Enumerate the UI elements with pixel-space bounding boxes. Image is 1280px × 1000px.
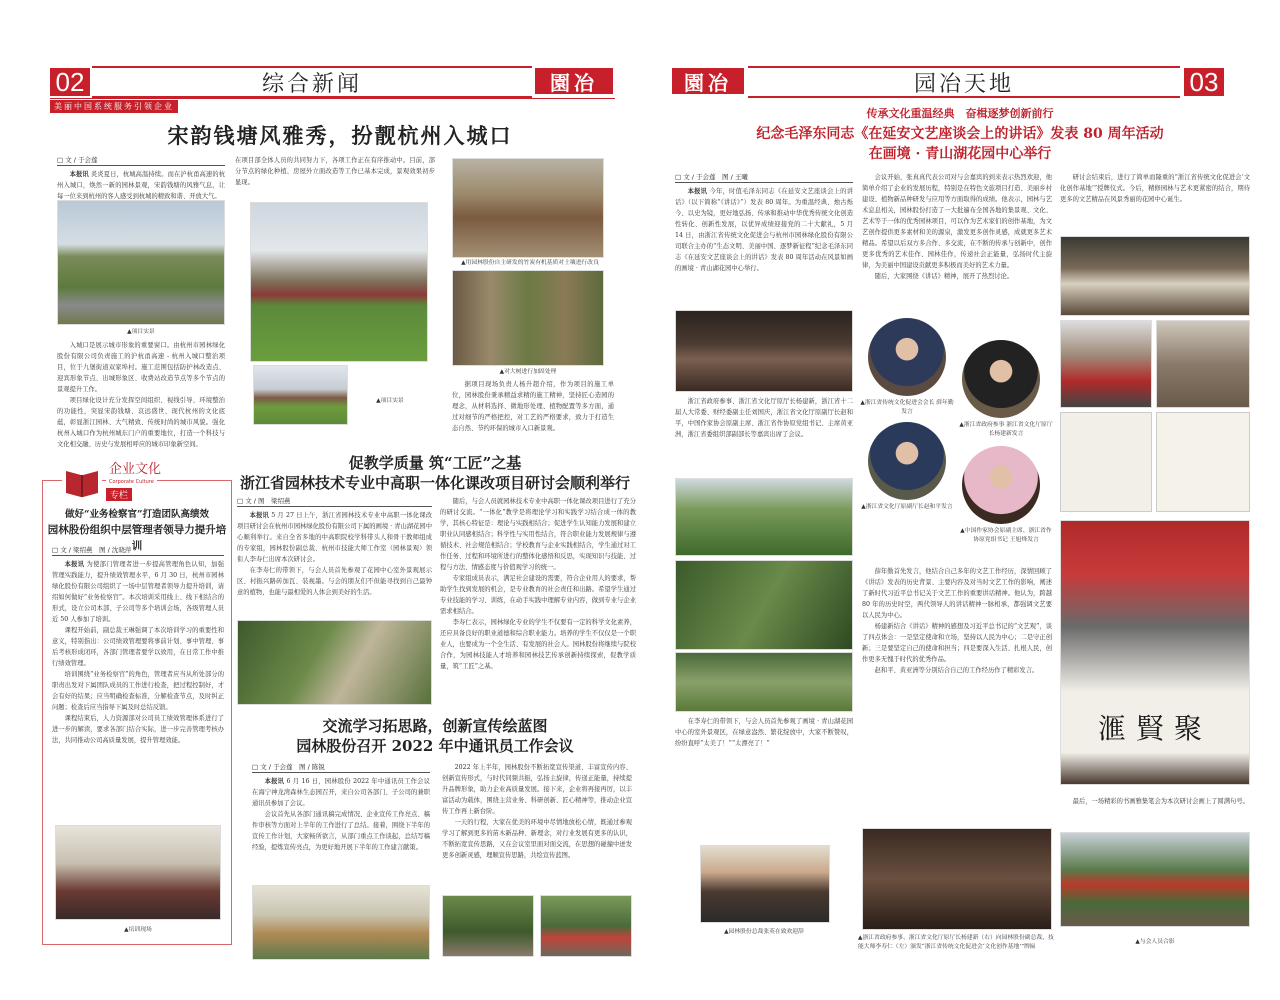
paragraph: 2022 年上半年，园林股份不断拓宽宣传渠道、丰富宣传内容、创新宣传形式，与时代同频共振，弘扬主旋律，传递正能量，持续提升品牌形象，助力企业高质量发展。接下来，企业将再接再厉，以丰富活动为载体，围绕主营业务、科研创新、匠心精神等，推动企业宣传工作再上新台阶。 xyxy=(442,764,632,815)
byline: □ 文 / 图 梁绍燕 xyxy=(237,496,432,507)
article2-headline xyxy=(235,453,635,493)
lead-label: 本报讯 xyxy=(249,512,270,519)
photo-caption: ▲园林股份总裁张英在致欢迎辞 xyxy=(724,929,804,935)
column-label: 企业文化 xyxy=(106,462,164,478)
photo-caption: ▲项目实景 xyxy=(127,329,155,335)
article1-col1 xyxy=(57,155,225,202)
workers-photo xyxy=(452,158,604,258)
calligraphy-scroll-photo xyxy=(1156,412,1250,512)
calligraphy-text: 滙賢聚 xyxy=(1097,712,1212,745)
column-badge: 专栏 xyxy=(106,488,132,501)
lead-label: 本报讯 xyxy=(64,561,85,568)
paragraph: 薛年勤首先发言，他结合自己多年的文艺工作经历，深情回顾了《讲话》发表的历史背景、主要内容及对当时文艺工作的影响，阐述了新时代习近平总书记关于文艺工作的重要讲话精神。他认为，跨越 80 年的历史时空，两代领导人的讲话精神一脉相承，都强调文艺要以人民为中心。 xyxy=(862,568,1052,619)
speaker-photo xyxy=(962,340,1040,418)
meeting-photo xyxy=(252,885,430,960)
paragraph: 炎炎夏日，杭城高温持续。而在沪杭甬高速的杭州入城口，焕然一新的园林景观，宋韵钱塘的风雅气息，让每一位来到杭州的客人感受到杭城的精致和谐、开放大气。 xyxy=(57,171,226,200)
group-photo xyxy=(540,895,632,957)
photo-caption: ▲对大树进行加固处理 xyxy=(499,369,557,375)
paragraph: 随后，大家围绕《讲话》精神，展开了热烈讨论。 xyxy=(874,273,1014,280)
page-number: 02 xyxy=(50,68,90,96)
paragraph: 赵和平、黄亚洲等分别结合自己的工作经历作了精彩发言。 xyxy=(874,667,1039,674)
calligraphy-photo xyxy=(1060,320,1152,408)
kicker: 传承文化重温经典 奋楫逐梦创新前行 xyxy=(866,107,1054,120)
paragraph: 会议首先从各部门通讯稿完成情况、企业宣传工作亮点、稿件审核等方面对上半年的工作进行了总结。接着，围绕下半年的宣传工作计划，大家畅所欲言，从部门重点工作谈起，总结写稿经验，提炼宣传亮点，为更好地开展下半年的工作建言献策。 xyxy=(252,811,430,851)
photo-caption: ▲浙江省传统文化促进会会长 薛年勤发言 xyxy=(860,400,954,415)
project-photo xyxy=(57,200,225,325)
byline: □ 文 / 于会莲 xyxy=(57,155,225,166)
paragraph: 浙江省政府参事、浙江省文化厅原厅长杨建新，浙江省十二届人大常委、财经委副主任刘国庆，浙江省文化厅原副厅长赵和平，中国作家协会原副主席、浙江省作协原党组书记、主席黄亚洲，浙江省委组织部副部长等嘉宾出席了会议。 xyxy=(675,398,853,438)
training-photo xyxy=(55,825,221,920)
byline: □ 文 / 于会莲 图 / 陈锐 xyxy=(252,762,430,773)
paragraph: 课程结束后，人力资源部对公司员工绩效管理体系进行了进一步的解读，要求各部门结合实际，进一步完善管理考核办法，共同推动公司高质量发展，提升管理效能。 xyxy=(52,715,224,744)
project-photo xyxy=(253,365,348,425)
photo-caption: ▲中国作家协会原副主席、浙江省作协原党组书记 王旭烽发言 xyxy=(960,528,1052,543)
paragraph: 专家组成员表示，满足社会建设的需要，符合企业用人的要求，帮助学生找到发展的机会，是专业教育的社会责任和出路。希望学生通过专业技能的学习、训练，在动手实践中理解专业内容，做到专业与企业需求相结合。 xyxy=(440,575,636,615)
photo-caption: ▲与会人员合影 xyxy=(1135,939,1175,945)
lead-label: 本报讯 xyxy=(69,171,89,178)
speaker-photo xyxy=(962,446,1040,524)
page-number: 03 xyxy=(1184,68,1224,96)
section-title: 园冶天地 xyxy=(748,66,1180,98)
paragraph: 5 月 27 日上午，浙江省园林技术专业中高职一体化课改项目研讨会在杭州市园林绿化股份有限公司下属的画境 · 青山湖花园中心顺利举行。来自全省多地的中高职院校学科带头人和骨干教师组成的专家组，园林股份副总裁、杭州市技能大师工作室（园林景观）领衔人李寿仁出席本次研讨会。 xyxy=(237,512,432,563)
paragraph: 杨建新结合《讲话》精神的感想及习近平总书记的“文艺观”，谈了四点体会：一是坚定使命和立场，坚持以人民为中心；二是守正创新；三是要坚定自己的使命和担当；四是要深入生活、扎根人民，创作更多无愧于时代的优秀作品。 xyxy=(862,623,1052,663)
welcome-photo xyxy=(700,845,830,923)
plaque-photo xyxy=(862,828,1052,930)
calligraphy-photo xyxy=(1156,320,1250,408)
brand-logo: 園冶 xyxy=(672,68,744,94)
article2-col2 xyxy=(440,496,636,672)
right-headline xyxy=(660,124,1260,164)
garden-photo xyxy=(675,652,853,712)
headline-line: 交流学习拓思路，创新宣传绘蓝图 xyxy=(322,717,548,735)
brand-logo: 園冶 xyxy=(535,68,613,94)
article3-col2 xyxy=(442,762,632,861)
garden-photo xyxy=(675,560,853,650)
paragraph: 最后，一场精彩的书画雅集笔会为本次研讨会画上了圆满句号。 xyxy=(1072,798,1249,805)
column-label-en: Corporate Culture xyxy=(106,479,157,486)
right-col2-top xyxy=(862,172,1052,282)
paragraph: 培训围绕“业务检察官”的角色，管理者应当从所处部分的职责出发对下属团队成员的工作进行检查，把过程控制好，才会有好的结果；应当明确检查标准，分解检查节点，及时纠正问题；检查后应当指导下属及时总结反馈。 xyxy=(52,671,224,711)
headline: 宋韵钱塘风雅秀，扮靓杭州入城口 xyxy=(167,123,513,148)
paragraph: 在项目部全体人员的共同努力下，各项工作正在有序推动中。目前，部分节点的绿化种植、房屋外立面改造等工作已基本完成，景观效果初步显现。 xyxy=(235,157,435,186)
visit-photo xyxy=(237,620,432,705)
headline-line: 园林股份组织中层管理者领导力提升培训 xyxy=(47,524,227,552)
tree-photo xyxy=(452,270,604,366)
article2-col1 xyxy=(237,496,432,598)
section-title: 综合新闻 xyxy=(92,66,532,98)
paragraph: 在李寿仁的带领下，与会人员首先参观了花园中心室外景观展示区、村振兴路砖加瓦、装视墨。与会的朋友们不但能寻找到自己最钟意的植物，也能与最相爱的人体会到美好的生活。 xyxy=(237,567,432,596)
article3-col1 xyxy=(252,762,430,853)
photo-caption: ▲浙江省政府参事 浙江省文化厅原厅长杨建新发言 xyxy=(959,422,1053,437)
paragraph: 今年，时值毛泽东同志《在延安文艺座谈会上的讲话》（以下简称“《讲话》”）发表 80 周年。为重温经典、烛古烁今、以史为镜，更好地弘扬、传承和推动中华优秀传统文化创造性转化、创新性发展，以优异成绩迎接党的二十大献礼，5 月 14 日，由浙江省传统文化促进会与杭州市园林绿化股份有限公司联合主办的“生态文明、美丽中国、逐梦新征程”纪念毛泽东同志《在延安文艺座谈会上的讲话》发表 80 周年活动在风景如画的画境 · 青山湖花园中心举行。 xyxy=(675,188,853,272)
visit-photo xyxy=(675,478,853,556)
paragraph: 据项目现场负责人杨升超介绍，作为项目的施工单位，园林股份秉承精益求精的施工精神，坚持匠心造园的理念，从材料选择、微地形处理、植物配置等多方面，通过对细节的严格把控，对工艺的严格要求，致力于打造生态自然、节约环保的城市入口新景观。 xyxy=(452,381,614,432)
group-photo xyxy=(1060,832,1250,927)
project-photo xyxy=(250,202,428,362)
meeting-photo xyxy=(675,310,853,392)
paragraph: 项目绿化设计充分发挥空间组织、视线引导、环境整治的功能性，突显宋韵钱塘、哀远盛世、现代杭州的文化底蕴，彰显浙江园林、大气精致、传统时尚的城市风貌。强化杭州入城口作为杭州城东门户的重要地位，打造一个科技与文化相交融、历史与发展相呼应的城市印象新空间。 xyxy=(57,397,225,448)
photo-caption: ▲浙江省政府参事、浙江省文化厅原厅长杨建新（右）向园林股份副总裁、技能大师李寿仁（左）颁发“浙江省传统文化促进会‘文化创作基地’”牌匾 xyxy=(858,935,1054,950)
headline-line: 浙江省园林技术专业中高职一体化课改项目研讨会顺利举行 xyxy=(239,474,630,492)
paragraph: 在李寿仁的带领下，与会人员首先参观了画境 · 青山湖花园中心的室外景观区，在绿意盎然、繁花绽放中，大家不断赞叹，纷纷直呼“太美了！”“太漂亮了！” xyxy=(675,718,853,747)
painting-photo xyxy=(1060,412,1152,512)
paragraph: 6 月 16 日，园林股份 2022 年中通讯员工作会议在海宁神龙湾森林生态园召开，来自公司各部门、子公司的兼职通讯员参加了会议。 xyxy=(252,778,430,807)
paragraph: 会议开始，张真真代表公司对与会嘉宾的到来表示热烈欢迎，他简单介绍了企业的发展历程，特别是在特色文旅项目打造、美丽乡村建设、植物新品种研发与应用等方面取得的成绩。他表示，园林与艺术息息相关，园林股份打造了一大批遍布全国各地的集景观、文化、艺术等于一体的优秀园林项目，可以作为艺术家们的创作基地，为文艺创作提供更多素材和美的源泉，激发更多创作灵感，成就更多艺术精品。希望以后双方多合作、多交流，在不断的传承与创新中，创作更多优秀的艺术佳作、园林佳作，传递社会正能量，弘扬时代主旋律，为美丽中国建设贡献更多积极而美好的艺术力量。 xyxy=(862,174,1052,269)
byline: □ 文 / 梁绍燕 图 / 沈晓萍 xyxy=(52,545,224,556)
article3-headline xyxy=(235,716,635,756)
headline-line: 纪念毛泽东同志《在延安文艺座谈会上的讲话》发表 80 周年活动 xyxy=(756,126,1164,142)
headline-line: 在画境 · 青山湖花园中心举行 xyxy=(868,146,1052,162)
headline-line: 园林股份召开 2022 年中通讯员工作会议 xyxy=(296,737,574,755)
paragraph: 随后，与会人员就园林技术专业中高职一体化课改项目进行了充分的研讨交流。“一体化”教学是将理论学习和实践学习结合成一体的教学，其核心特征是：理论与实践相结合；促进学生认知能力发展和建立职业认同感相结合；科学性与实用性结合，符合职业能力发展规律与遵循技术、社会规范相结合；学校教育与企业实践相结合，学生通过对工作任务、过程和环境所进行的整体化感悟和反思，实现知识与技能、过程与方法、情感态度与价值观学习的统一。 xyxy=(440,498,636,571)
book-icon xyxy=(62,465,102,499)
group-photo xyxy=(442,895,534,957)
paragraph: 一天的行程，大家在优美的环境中尽情地放松心情，既通过参观学习了解到更多的苗木新品种、新理念，对行业发展有更多的认识，不断拓宽宣传思路，又在会议室里面对面交流，在思想的碰撞中迸发更多创新灵感，理顺宣传思路，共绘宣传蓝图。 xyxy=(442,819,632,859)
speaker-photo xyxy=(868,422,946,500)
right-col2-body xyxy=(862,566,1052,676)
byline: □ 文 / 于会莲 图 / 王曦 xyxy=(675,172,853,183)
right-col1 xyxy=(675,172,853,274)
photo-caption: ▲培训现场 xyxy=(124,927,152,933)
photo-caption: ▲用园林股份自主研发的竹炭有机基质对土壤进行改良 xyxy=(461,260,599,266)
photo-caption: ▲浙江省文化厅原副厅长赵和平发言 xyxy=(861,504,953,510)
header-rule xyxy=(50,98,615,99)
paragraph: 研讨会结束后，进行了简单而隆重的“浙江省传统文化促进会‘文化创作基地’”授牌仪式。今后，精修园林与艺术更紧密的结合，期待更多的文艺精品在风景秀丽的花园中心诞生。 xyxy=(1060,174,1250,203)
article1-col1-lower xyxy=(57,340,225,450)
paragraph: 入城口是展示城市形象的重要窗口。由杭州市园林绿化股份有限公司负责施工的沪杭甬高速 - 杭州入城口整治项目，位于九堡街道双家埠村。施工范围包括防护林改造点、迎宾形象节点、出城形象区、收费站改造节点等多个节点的景观提升工作。 xyxy=(57,342,225,393)
column-body xyxy=(52,545,224,746)
photo-caption: ▲项目实景 xyxy=(376,398,404,404)
lead-label: 本报讯 xyxy=(687,188,708,195)
speaker-photo xyxy=(868,318,946,396)
paragraph: 课程开始前，副总裁王琳强调了本次培训学习的重要性和意义，特别指出：公司绩效管理要将事前计划、事中管理、事后考核形成闭环，各部门管理者要学以致用，在日常工作中推行绩效管理。 xyxy=(52,627,224,667)
headline-line: 促教学质量 筑“工匠”之基 xyxy=(348,454,522,472)
tagline: 美丽中国系统服务引领企业 xyxy=(50,100,178,113)
lead-label: 本报讯 xyxy=(264,778,285,785)
paragraph: 为使部门管理者进一步提高管理角色认知，加强管理实践能力，提升绩效管理水平，6 月 30 日，杭州市园林绿化股份有限公司组织了一场中层管理者领导力提升培训，请绍如何做好“业务检察官”。本次培训采用线上、线下相结合的形式，设立公司本部、子公司等多个培训会场，各级管理人员近 50 人参加了培训。 xyxy=(52,561,225,623)
paragraph: 李寿仁表示，园林绿化专业的学生不仅要有一定的科学文化素养，还应具备良好的职业道德和综合职业能力。培养的学生不仅仅是一个职业人，也要成为一个全生活、有发展的社会人。园林股份将继续与院校合作，为园林技能人才培养和园林技艺传承创新持续探索，促教学质量，筑“工匠”之基。 xyxy=(440,619,636,670)
headline-line: 做好“业务检察官”打造团队高绩效 xyxy=(65,509,209,520)
calligraphy-photo xyxy=(1060,236,1250,316)
